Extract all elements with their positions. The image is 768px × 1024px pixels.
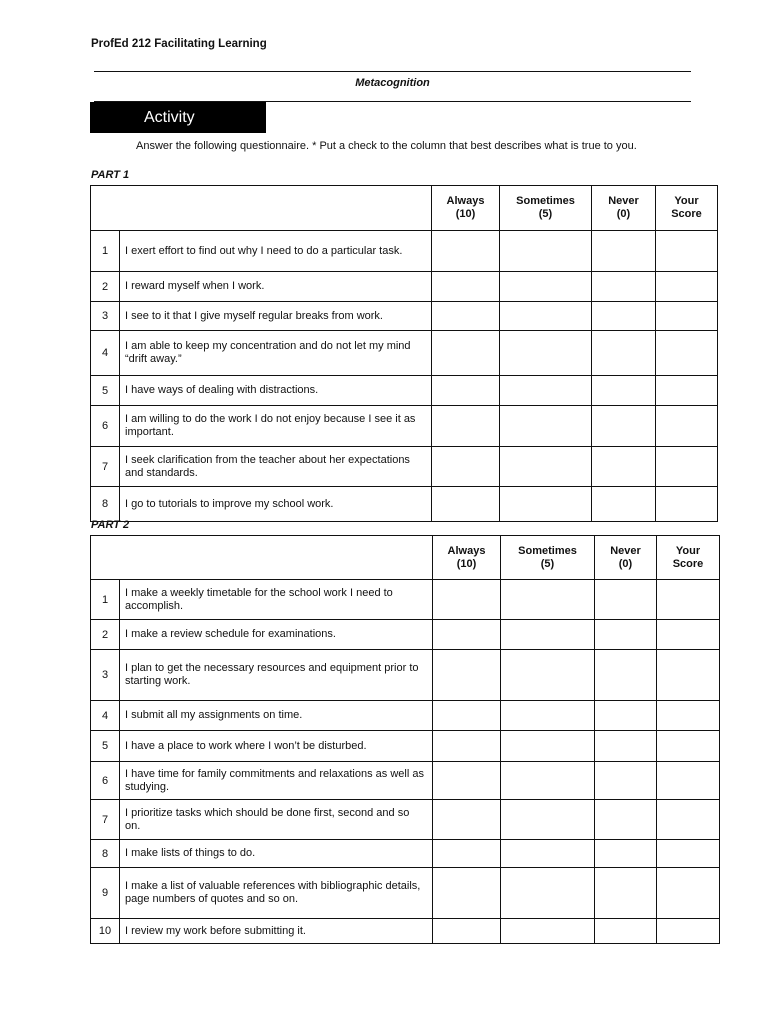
table-row <box>91 620 720 650</box>
part1-header-blank <box>91 186 432 231</box>
item-statement: I reward myself when I work. <box>120 272 432 302</box>
item-statement: I submit all my assignments on time. <box>120 701 433 731</box>
score-cell[interactable] <box>656 376 718 406</box>
check-cell-always[interactable] <box>432 272 500 302</box>
score-cell[interactable] <box>656 231 718 272</box>
check-cell-sometimes[interactable] <box>500 447 592 487</box>
check-cell-sometimes[interactable] <box>501 919 595 944</box>
check-cell-always[interactable] <box>433 840 501 868</box>
item-number: 4 <box>91 701 120 731</box>
score-cell[interactable] <box>656 272 718 302</box>
check-cell-sometimes[interactable] <box>500 331 592 376</box>
item-statement: I am willing to do the work I do not enjoy because I see it as important. <box>120 406 432 447</box>
instructions: Answer the following questionnaire. * Put a check to the column that best describes what is true to you. <box>136 140 637 152</box>
item-number: 4 <box>91 331 120 376</box>
score-cell[interactable] <box>656 487 718 522</box>
item-statement: I have a place to work where I won’t be disturbed. <box>120 731 433 762</box>
check-cell-always[interactable] <box>433 868 501 919</box>
check-cell-never[interactable] <box>595 840 657 868</box>
part1-table <box>90 185 718 522</box>
check-cell-never[interactable] <box>595 731 657 762</box>
check-cell-always[interactable] <box>433 800 501 840</box>
check-cell-never[interactable] <box>595 620 657 650</box>
item-statement: I am able to keep my concentration and do not let my mind “drift away.” <box>120 331 432 376</box>
part2-header-row <box>91 536 720 580</box>
item-number: 1 <box>91 580 120 620</box>
part2-label: PART 2 <box>91 519 130 531</box>
check-cell-always[interactable] <box>433 762 501 800</box>
part1-header-row <box>91 186 718 231</box>
item-number: 8 <box>91 487 120 522</box>
check-cell-always[interactable] <box>432 302 500 331</box>
item-statement: I seek clarification from the teacher about her expectations and standards. <box>120 447 432 487</box>
score-cell[interactable] <box>657 868 720 919</box>
table-row <box>91 919 720 944</box>
check-cell-sometimes[interactable] <box>501 868 595 919</box>
item-number: 5 <box>91 376 120 406</box>
course-title: ProfEd 212 Facilitating Learning <box>91 38 267 50</box>
check-cell-always[interactable] <box>432 406 500 447</box>
check-cell-sometimes[interactable] <box>500 406 592 447</box>
check-cell-always[interactable] <box>433 731 501 762</box>
activity-banner: Activity <box>90 102 266 133</box>
check-cell-never[interactable] <box>595 650 657 701</box>
table-row <box>91 731 720 762</box>
part1-col-always: Always (10) <box>432 186 500 231</box>
table-row <box>91 701 720 731</box>
check-cell-never[interactable] <box>595 580 657 620</box>
part2-header-blank <box>91 536 433 580</box>
item-number: 1 <box>91 231 120 272</box>
check-cell-sometimes[interactable] <box>501 840 595 868</box>
check-cell-never[interactable] <box>592 331 656 376</box>
check-cell-always[interactable] <box>432 376 500 406</box>
score-cell[interactable] <box>657 840 720 868</box>
score-cell[interactable] <box>656 302 718 331</box>
item-number: 6 <box>91 762 120 800</box>
part1-label: PART 1 <box>91 169 130 181</box>
check-cell-always[interactable] <box>432 231 500 272</box>
check-cell-sometimes[interactable] <box>500 487 592 522</box>
item-statement: I have ways of dealing with distractions. <box>120 376 432 406</box>
check-cell-sometimes[interactable] <box>501 800 595 840</box>
table-row <box>91 868 720 919</box>
item-statement: I prioritize tasks which should be done first, second and so on. <box>120 800 433 840</box>
check-cell-always[interactable] <box>433 919 501 944</box>
table-row <box>91 331 718 376</box>
score-cell[interactable] <box>657 762 720 800</box>
part2-col-sometimes: Sometimes (5) <box>501 536 595 580</box>
table-row <box>91 840 720 868</box>
score-cell[interactable] <box>657 919 720 944</box>
check-cell-never[interactable] <box>595 762 657 800</box>
table-row <box>91 447 718 487</box>
item-statement: I have time for family commitments and relaxations as well as studying. <box>120 762 433 800</box>
score-cell[interactable] <box>657 701 720 731</box>
check-cell-never[interactable] <box>595 800 657 840</box>
check-cell-always[interactable] <box>433 580 501 620</box>
check-cell-never[interactable] <box>592 376 656 406</box>
item-statement: I go to tutorials to improve my school work. <box>120 487 432 522</box>
item-statement: I exert effort to find out why I need to do a particular task. <box>120 231 432 272</box>
score-cell[interactable] <box>656 406 718 447</box>
top-divider <box>94 71 691 72</box>
check-cell-always[interactable] <box>433 701 501 731</box>
table-row <box>91 376 718 406</box>
item-number: 2 <box>91 620 120 650</box>
table-row <box>91 580 720 620</box>
score-cell[interactable] <box>657 650 720 701</box>
check-cell-always[interactable] <box>433 620 501 650</box>
score-cell[interactable] <box>657 731 720 762</box>
check-cell-sometimes[interactable] <box>501 762 595 800</box>
part1-col-never: Never (0) <box>592 186 656 231</box>
score-cell[interactable] <box>656 447 718 487</box>
item-number: 10 <box>91 919 120 944</box>
check-cell-sometimes[interactable] <box>501 580 595 620</box>
item-statement: I review my work before submitting it. <box>120 919 433 944</box>
item-statement: I make a list of valuable references with bibliographic details, page numbers of quotes and so on. <box>120 868 433 919</box>
check-cell-never[interactable] <box>595 919 657 944</box>
part2-table <box>90 535 720 944</box>
item-statement: I make a review schedule for examinations. <box>120 620 433 650</box>
check-cell-never[interactable] <box>592 447 656 487</box>
item-number: 8 <box>91 840 120 868</box>
table-row <box>91 487 718 522</box>
page-subtitle: Metacognition <box>355 77 430 89</box>
item-number: 9 <box>91 868 120 919</box>
table-row <box>91 406 718 447</box>
table-row <box>91 800 720 840</box>
item-number: 6 <box>91 406 120 447</box>
score-cell[interactable] <box>656 331 718 376</box>
item-statement: I see to it that I give myself regular breaks from work. <box>120 302 432 331</box>
part2-col-never: Never (0) <box>595 536 657 580</box>
item-statement: I make a weekly timetable for the school work I need to accomplish. <box>120 580 433 620</box>
part1-col-score: Your Score <box>656 186 718 231</box>
item-number: 7 <box>91 447 120 487</box>
item-number: 3 <box>91 302 120 331</box>
item-number: 5 <box>91 731 120 762</box>
check-cell-never[interactable] <box>592 406 656 447</box>
check-cell-always[interactable] <box>433 650 501 701</box>
check-cell-always[interactable] <box>432 331 500 376</box>
table-row <box>91 231 718 272</box>
check-cell-never[interactable] <box>592 302 656 331</box>
check-cell-sometimes[interactable] <box>500 376 592 406</box>
item-statement: I plan to get the necessary resources and equipment prior to starting work. <box>120 650 433 701</box>
part2-col-always: Always (10) <box>433 536 501 580</box>
check-cell-always[interactable] <box>432 447 500 487</box>
score-cell[interactable] <box>657 800 720 840</box>
item-number: 3 <box>91 650 120 701</box>
score-cell[interactable] <box>657 580 720 620</box>
table-row <box>91 272 718 302</box>
table-row <box>91 650 720 701</box>
check-cell-sometimes[interactable] <box>500 231 592 272</box>
table-row <box>91 302 718 331</box>
item-number: 7 <box>91 800 120 840</box>
check-cell-sometimes[interactable] <box>500 272 592 302</box>
check-cell-never[interactable] <box>595 868 657 919</box>
check-cell-never[interactable] <box>595 701 657 731</box>
check-cell-sometimes[interactable] <box>501 701 595 731</box>
check-cell-sometimes[interactable] <box>501 620 595 650</box>
check-cell-sometimes[interactable] <box>501 731 595 762</box>
check-cell-sometimes[interactable] <box>500 302 592 331</box>
check-cell-sometimes[interactable] <box>501 650 595 701</box>
check-cell-never[interactable] <box>592 487 656 522</box>
score-cell[interactable] <box>657 620 720 650</box>
check-cell-always[interactable] <box>432 487 500 522</box>
part1-col-sometimes: Sometimes (5) <box>500 186 592 231</box>
item-statement: I make lists of things to do. <box>120 840 433 868</box>
check-cell-never[interactable] <box>592 272 656 302</box>
table-row <box>91 762 720 800</box>
check-cell-never[interactable] <box>592 231 656 272</box>
item-number: 2 <box>91 272 120 302</box>
part2-col-score: Your Score <box>657 536 720 580</box>
